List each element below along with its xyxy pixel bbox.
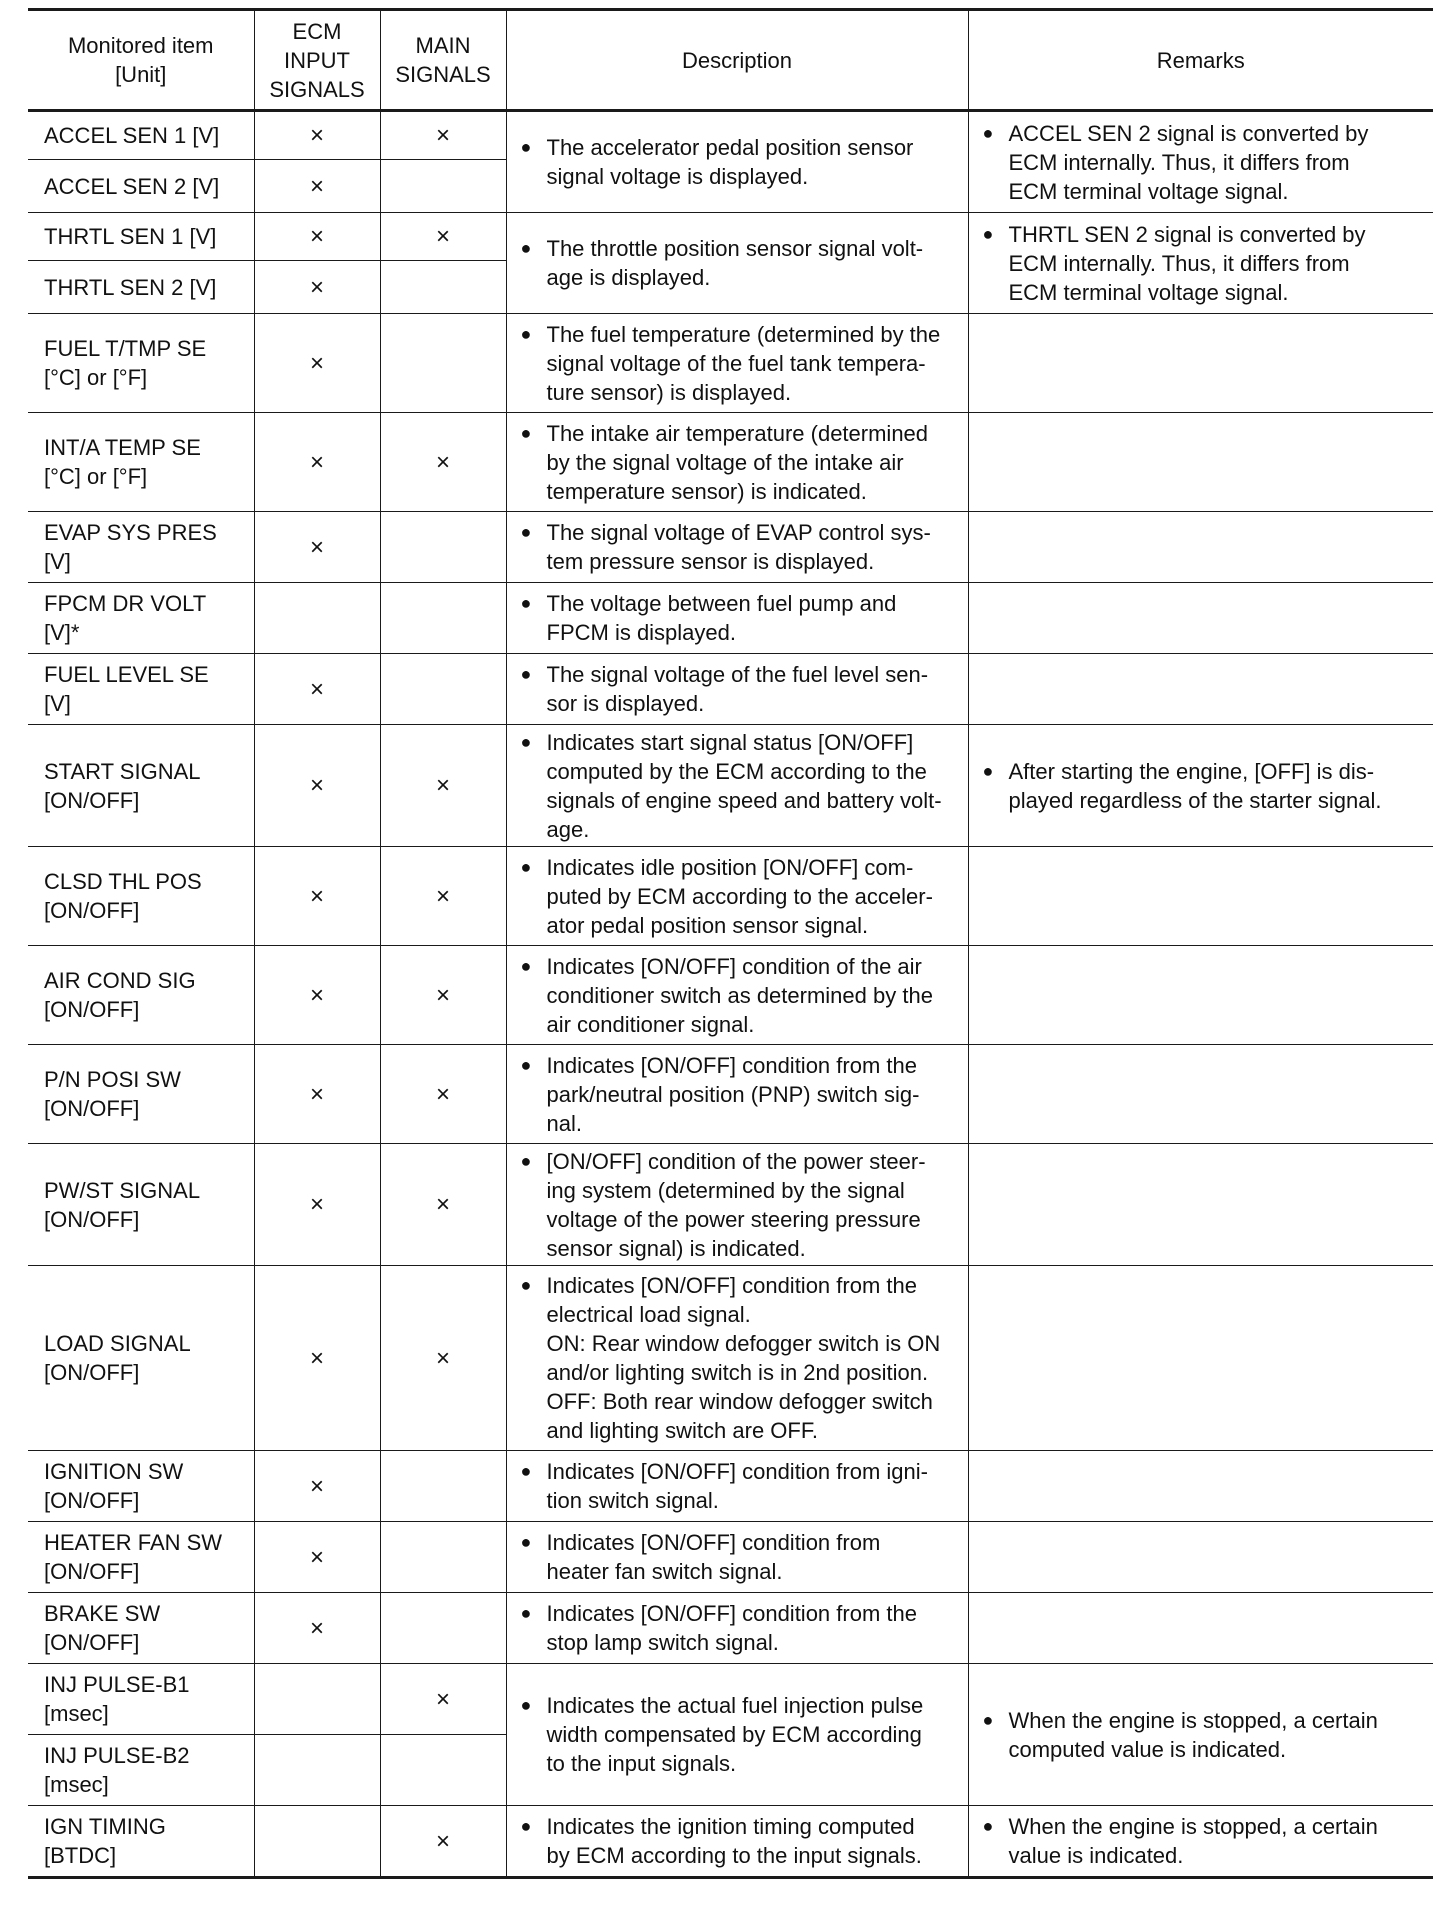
bullet-icon: ● [982, 122, 994, 143]
item-unit: [BTDC] [44, 1843, 117, 1868]
monitored-item-cell [28, 512, 254, 583]
description-text: The signal voltage of the fuel level sen- [546, 662, 929, 687]
main-signal-mark: × [380, 111, 506, 160]
description-text: Indicates [ON/OFF] condition from the [546, 1052, 917, 1078]
main-signal-mark [380, 1593, 506, 1664]
remark-text: computed value is indicated. [1008, 1736, 1287, 1762]
description-cell [506, 1806, 968, 1878]
description-text: OFF: Both rear window defogger switch [546, 1389, 933, 1414]
main-signal-mark [380, 583, 506, 654]
bullet-icon: ● [520, 323, 532, 344]
monitored-item-cell [28, 413, 254, 512]
header-text: INPUT [284, 47, 350, 73]
description-text: computed by the ECM according to the [546, 758, 927, 784]
header-text: MAIN [415, 33, 471, 58]
item-name: ACCEL SEN 1 [V] [44, 123, 220, 148]
remarks-cell [968, 946, 1433, 1045]
description-text: Indicates [ON/OFF] condition from igni- [546, 1459, 928, 1484]
main-signal-mark: × [380, 1045, 506, 1144]
description-cell [506, 1593, 968, 1664]
ecm-input-mark [254, 1735, 380, 1806]
item-name: P/N POSI SW [44, 1067, 181, 1092]
monitored-item-cell [28, 1144, 254, 1266]
description-text: Indicates idle position [ON/OFF] com- [546, 854, 914, 880]
description-text: ON: Rear window defogger switch is ON [546, 1331, 941, 1356]
description-cell [506, 1045, 968, 1144]
remarks-cell [968, 111, 1433, 213]
description-cell [506, 1451, 968, 1522]
item-unit: [°C] or [°F] [44, 464, 148, 489]
description-cell [506, 1266, 968, 1451]
description-text: by ECM according to the input signals. [546, 1843, 922, 1868]
table-row [28, 314, 1433, 413]
bullet-icon: ● [520, 522, 532, 542]
main-signal-mark: × [380, 1806, 506, 1878]
item-unit: [ON/OFF] [44, 997, 140, 1022]
main-signal-mark: × [380, 1266, 506, 1451]
item-unit: [ON/OFF] [44, 787, 140, 813]
description-text: signal voltage of the fuel tank tempera- [546, 350, 926, 376]
item-name: FPCM DR VOLT [44, 591, 207, 616]
description-text: width compensated by ECM according [546, 1722, 922, 1747]
description-text: Indicates [ON/OFF] condition from the [546, 1273, 917, 1298]
bullet-icon: ● [982, 760, 994, 781]
item-name: FUEL T/TMP SE [44, 336, 207, 361]
remarks-cell [968, 512, 1433, 583]
item-unit: [V] [44, 549, 71, 574]
item-name: LOAD SIGNAL [44, 1331, 191, 1356]
main-signal-mark [380, 314, 506, 413]
bullet-icon: ● [520, 664, 532, 684]
bullet-icon: ● [520, 955, 532, 976]
description-text: by the signal voltage of the intake air [546, 449, 904, 475]
table-row [28, 1593, 1433, 1664]
item-name: START SIGNAL [44, 758, 201, 784]
remarks-cell [968, 1664, 1433, 1806]
main-signal-mark [380, 1735, 506, 1806]
description-text: ture sensor) is displayed. [546, 379, 792, 405]
item-name: AIR COND SIG [44, 968, 196, 993]
remarks-cell [968, 1451, 1433, 1522]
ecm-input-mark: × [254, 847, 380, 946]
ecm-input-mark: × [254, 512, 380, 583]
main-signal-mark: × [380, 213, 506, 261]
remarks-cell [968, 213, 1433, 314]
remark-text: played regardless of the starter signal. [1008, 787, 1382, 813]
bullet-icon: ● [520, 1603, 532, 1623]
item-unit: [ON/OFF] [44, 1096, 140, 1121]
description-text: and/or lighting switch is in 2nd position. [546, 1360, 929, 1385]
monitored-item-cell [28, 583, 254, 654]
bullet-icon: ● [520, 1150, 532, 1171]
monitored-item-cell [28, 314, 254, 413]
description-text: The throttle position sensor signal volt- [546, 236, 924, 261]
item-unit: [msec] [44, 1772, 109, 1797]
main-signal-mark: × [380, 847, 506, 946]
description-text: and lighting switch are OFF. [546, 1418, 818, 1443]
description-text: park/neutral position (PNP) switch sig- [546, 1081, 920, 1107]
description-cell [506, 654, 968, 725]
item-unit: [ON/OFF] [44, 1630, 140, 1655]
item-name: FUEL LEVEL SE [44, 662, 209, 687]
remark-text: ECM terminal voltage signal. [1008, 279, 1289, 305]
header-main-signals [380, 10, 506, 111]
ecm-input-mark: × [254, 725, 380, 847]
remark-text: When the engine is stopped, a certain [1008, 1814, 1378, 1839]
description-text: temperature sensor) is indicated. [546, 478, 867, 504]
main-signal-mark: × [380, 1664, 506, 1735]
table-row [28, 583, 1433, 654]
bullet-icon: ● [520, 238, 532, 258]
remark-text: ECM terminal voltage signal. [1008, 178, 1289, 204]
main-signal-mark [380, 654, 506, 725]
remark-text: THRTL SEN 2 signal is converted by [1008, 221, 1366, 247]
item-name: INT/A TEMP SE [44, 435, 201, 460]
item-name: THRTL SEN 2 [V] [44, 274, 217, 300]
monitored-item-cell [28, 1266, 254, 1451]
ecm-input-mark: × [254, 213, 380, 261]
item-unit: [ON/OFF] [44, 1488, 140, 1513]
description-text: The accelerator pedal position sensor [546, 135, 914, 160]
bullet-icon: ● [982, 1816, 994, 1836]
item-name: ACCEL SEN 2 [V] [44, 173, 220, 199]
ecm-input-mark: × [254, 160, 380, 213]
description-text: signal voltage is displayed. [546, 164, 809, 189]
description-text: [ON/OFF] condition of the power steer- [546, 1148, 926, 1174]
description-text: nal. [546, 1110, 582, 1136]
description-text: air conditioner signal. [546, 1011, 755, 1037]
description-text: Indicates start signal status [ON/OFF] [546, 729, 914, 755]
item-unit: [V] [44, 691, 71, 716]
bullet-icon: ● [520, 1816, 532, 1836]
item-name: HEATER FAN SW [44, 1530, 223, 1555]
ecm-input-mark [254, 1664, 380, 1735]
remark-text: value is indicated. [1008, 1843, 1184, 1868]
remarks-cell [968, 725, 1433, 847]
remark-text: ECM internally. Thus, it differs from [1008, 250, 1350, 276]
remark-text: When the engine is stopped, a certain [1008, 1707, 1378, 1733]
table-row [28, 213, 1433, 261]
item-name: BRAKE SW [44, 1601, 161, 1626]
description-text: The signal voltage of EVAP control sys- [546, 520, 931, 545]
table-row [28, 847, 1433, 946]
description-text: age is displayed. [546, 265, 711, 290]
description-cell [506, 1522, 968, 1593]
description-text: Indicates [ON/OFF] condition from [546, 1530, 881, 1555]
description-text: Indicates the actual fuel injection pulse [546, 1693, 924, 1718]
monitored-item-cell [28, 1593, 254, 1664]
item-name: THRTL SEN 1 [V] [44, 224, 217, 249]
description-text: to the input signals. [546, 1751, 737, 1776]
remarks-cell [968, 1806, 1433, 1878]
description-text: ing system (determined by the signal [546, 1177, 905, 1203]
description-text: age. [546, 816, 590, 842]
remarks-cell [968, 847, 1433, 946]
main-signal-mark: × [380, 413, 506, 512]
header-text: Monitored item [67, 33, 214, 58]
description-text: The intake air temperature (determined [546, 420, 929, 446]
table-row [28, 946, 1433, 1045]
bullet-icon: ● [520, 1532, 532, 1552]
table-row [28, 1451, 1433, 1522]
monitored-item-cell [28, 1522, 254, 1593]
item-unit: [ON/OFF] [44, 1360, 140, 1385]
item-name: CLSD THL POS [44, 869, 202, 894]
description-text: signals of engine speed and battery volt- [546, 787, 942, 813]
ecm-input-mark [254, 583, 380, 654]
table-row [28, 1045, 1433, 1144]
item-name: INJ PULSE-B1 [44, 1672, 190, 1697]
ecm-input-mark: × [254, 413, 380, 512]
monitored-item-cell [28, 847, 254, 946]
item-name: IGNITION SW [44, 1459, 184, 1484]
description-cell [506, 946, 968, 1045]
monitored-item-cell [28, 1735, 254, 1806]
ecm-input-mark: × [254, 1593, 380, 1664]
table-header-row [28, 10, 1433, 111]
table-row [28, 512, 1433, 583]
header-text: SIGNALS [395, 62, 491, 87]
description-cell [506, 314, 968, 413]
remarks-cell [968, 583, 1433, 654]
description-text: tion switch signal. [546, 1488, 719, 1513]
description-text: voltage of the power steering pressure [546, 1206, 921, 1232]
monitored-item-cell [28, 1664, 254, 1735]
ecm-input-mark: × [254, 1144, 380, 1266]
description-cell [506, 213, 968, 314]
bullet-icon: ● [520, 1461, 532, 1481]
table-row [28, 1806, 1433, 1878]
table-row [28, 654, 1433, 725]
remarks-cell [968, 1522, 1433, 1593]
ecm-input-mark: × [254, 314, 380, 413]
description-text: FPCM is displayed. [546, 620, 737, 645]
item-unit: [°C] or [°F] [44, 365, 148, 390]
table-row [28, 111, 1433, 160]
item-unit: [V]* [44, 620, 80, 645]
description-text: tem pressure sensor is displayed. [546, 549, 875, 574]
remark-text: ECM internally. Thus, it differs from [1008, 149, 1350, 175]
monitored-item-cell [28, 725, 254, 847]
main-signal-mark [380, 261, 506, 314]
description-text: Indicates the ignition timing computed [546, 1814, 915, 1839]
ecm-input-mark: × [254, 654, 380, 725]
description-cell [506, 847, 968, 946]
bullet-icon: ● [520, 593, 532, 613]
ecm-input-mark: × [254, 1451, 380, 1522]
monitored-item-cell [28, 1806, 254, 1878]
remarks-cell [968, 654, 1433, 725]
table-row [28, 1522, 1433, 1593]
bullet-icon: ● [520, 422, 532, 443]
remark-text: ACCEL SEN 2 signal is converted by [1008, 120, 1369, 146]
table-row [28, 1266, 1433, 1451]
ecm-input-mark: × [254, 1522, 380, 1593]
ecm-input-mark: × [254, 261, 380, 314]
item-unit: [ON/OFF] [44, 1206, 140, 1232]
bullet-icon: ● [982, 223, 994, 244]
monitored-item-cell [28, 946, 254, 1045]
monitored-item-cell [28, 1045, 254, 1144]
item-name: INJ PULSE-B2 [44, 1743, 190, 1768]
remarks-cell [968, 413, 1433, 512]
description-text: sensor signal) is indicated. [546, 1235, 806, 1261]
header-remarks: Remarks [968, 10, 1433, 111]
ecm-input-mark: × [254, 1266, 380, 1451]
description-text: conditioner switch as determined by the [546, 982, 933, 1008]
ecm-input-mark: × [254, 1045, 380, 1144]
remark-text: After starting the engine, [OFF] is dis- [1008, 758, 1375, 784]
description-text: puted by ECM according to the acceler- [546, 883, 933, 909]
item-name: PW/ST SIGNAL [44, 1177, 201, 1203]
monitored-item-cell [28, 213, 254, 261]
description-text: stop lamp switch signal. [546, 1630, 779, 1655]
description-cell [506, 725, 968, 847]
description-text: sor is displayed. [546, 691, 705, 716]
description-cell [506, 111, 968, 213]
table-row [28, 1144, 1433, 1266]
description-text: Indicates [ON/OFF] condition of the air [546, 953, 922, 979]
monitor-item-table [28, 8, 1433, 1879]
description-cell [506, 1144, 968, 1266]
bullet-icon: ● [520, 1695, 532, 1715]
monitored-item-cell [28, 1451, 254, 1522]
header-text: SIGNALS [269, 76, 365, 102]
remarks-cell [968, 314, 1433, 413]
main-signal-mark [380, 512, 506, 583]
description-cell [506, 583, 968, 654]
description-text: The fuel temperature (determined by the [546, 321, 941, 347]
main-signal-mark: × [380, 946, 506, 1045]
header-text: [Unit] [115, 62, 167, 87]
description-text: The voltage between fuel pump and [546, 591, 897, 616]
item-unit: [msec] [44, 1701, 109, 1726]
item-unit: [ON/OFF] [44, 898, 140, 923]
item-unit: [ON/OFF] [44, 1559, 140, 1584]
bullet-icon: ● [520, 1275, 532, 1295]
description-cell [506, 512, 968, 583]
remarks-cell [968, 1045, 1433, 1144]
remarks-cell [968, 1144, 1433, 1266]
description-cell [506, 413, 968, 512]
table-row [28, 725, 1433, 847]
main-signal-mark [380, 1451, 506, 1522]
header-ecm-input-signals [254, 10, 380, 111]
table-row [28, 1664, 1433, 1735]
ecm-input-mark: × [254, 111, 380, 160]
ecm-input-mark: × [254, 946, 380, 1045]
bullet-icon: ● [520, 856, 532, 877]
monitored-item-cell [28, 654, 254, 725]
main-signal-mark [380, 1522, 506, 1593]
description-text: Indicates [ON/OFF] condition from the [546, 1601, 917, 1626]
header-text: ECM [292, 18, 342, 44]
remarks-cell [968, 1593, 1433, 1664]
item-name: IGN TIMING [44, 1814, 166, 1839]
bullet-icon: ● [982, 1709, 994, 1730]
bullet-icon: ● [520, 1054, 532, 1075]
main-signal-mark: × [380, 725, 506, 847]
table-row [28, 413, 1433, 512]
monitored-item-cell [28, 261, 254, 314]
ecm-input-mark [254, 1806, 380, 1878]
main-signal-mark: × [380, 1144, 506, 1266]
monitored-item-cell [28, 111, 254, 160]
main-signal-mark [380, 160, 506, 213]
bullet-icon: ● [520, 137, 532, 157]
description-cell [506, 1664, 968, 1806]
description-text: heater fan switch signal. [546, 1559, 783, 1584]
header-monitored-item [28, 10, 254, 111]
monitored-item-cell [28, 160, 254, 213]
bullet-icon: ● [520, 731, 532, 752]
description-text: electrical load signal. [546, 1302, 751, 1327]
item-name: EVAP SYS PRES [44, 520, 217, 545]
remarks-cell [968, 1266, 1433, 1451]
header-description: Description [506, 10, 968, 111]
description-text: ator pedal position sensor signal. [546, 912, 869, 938]
